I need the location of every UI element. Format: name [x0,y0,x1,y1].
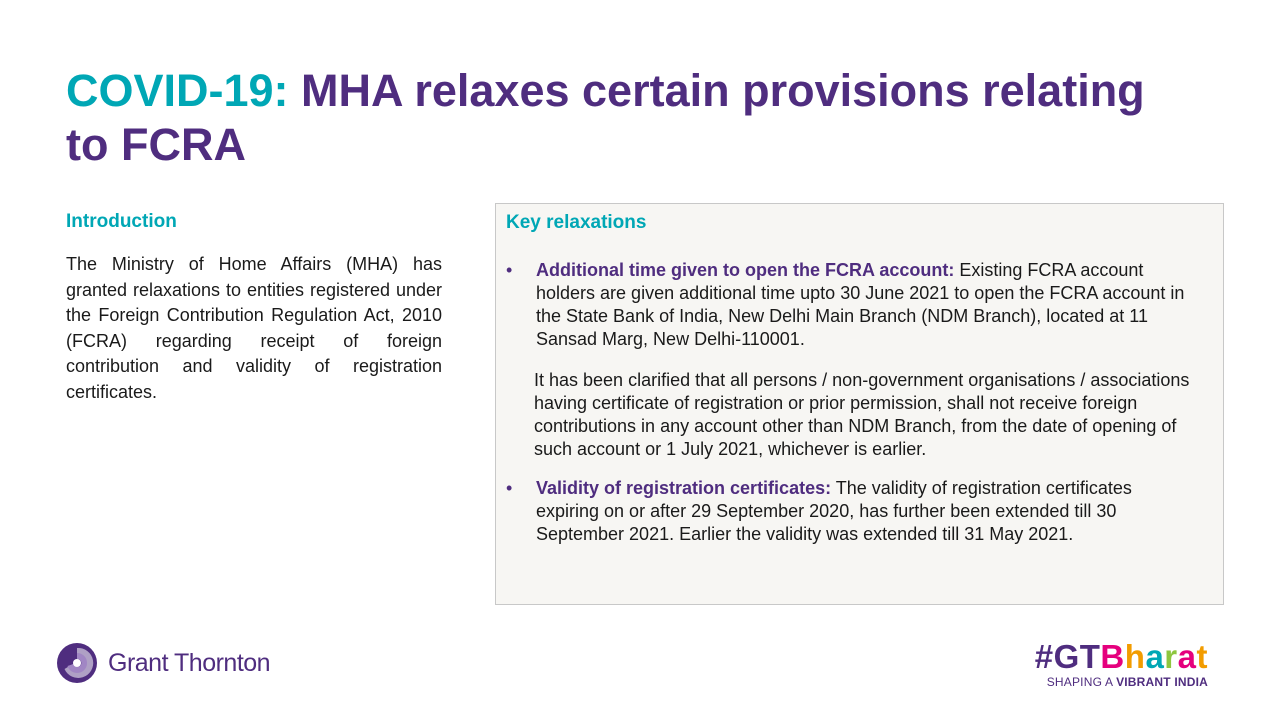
list-item [506,477,1196,546]
grant-thornton-logo [56,642,270,684]
item-text: Existing FCRA account holders are given additional time upto 30 June 2021 to open the FCRA account in the State Bank of India, New Delhi Main Branch (NDM Branch), located at 11 Sansad Marg, New Delhi-110001. [536,260,1185,349]
brand-part: #GT [1034,638,1101,675]
brand-tagline-light: SHAPING A [1046,675,1117,689]
introduction-heading: Introduction [66,211,177,232]
brand-part: t [1196,638,1208,675]
brand-tagline-bold: VIBRANT INDIA [1116,675,1208,689]
list-item [506,259,1196,351]
title-rest: MHA relaxes certain provisions relating to FCRA [66,65,1145,170]
key-relaxations-box [495,203,1224,605]
bullet-icon: • [506,478,513,498]
key-relaxations-list [506,259,1196,546]
introduction-body: The Ministry of Home Affairs (MHA) has granted relaxations to entities registered under the Foreign Contribution Regulation Act, 2010 (FCRA) regarding receipt of foreign contribution and validity of registration certificates. [66,254,442,402]
item-lead: Validity of registration certificates: [536,478,832,498]
item-text: The validity of registration certificates expiring on or after 29 September 2020, has further been extended till 30 September 2021. Earlier the validity was extended till 31 May 2021. [536,478,1132,544]
grant-thornton-logo-icon [56,642,98,684]
brand-part: a [1177,638,1197,675]
key-relaxations-heading: Key relaxations [506,212,647,233]
brand-tagline [1035,675,1208,689]
brand-part: h [1124,638,1146,675]
bullet-icon: • [506,260,513,280]
item-lead: Additional time given to open the FCRA account: [536,260,955,280]
slide-title [66,64,1166,172]
brand-hashtag [1035,640,1208,674]
logo-text: Grant Thornton [108,648,271,677]
item-note: It has been clarified that all persons / non-government organisations / associations having certificate of registration or prior permission, shall not receive foreign contributions in any account other than NDM Branch, from the date of opening of such account or 1 July 2021, whichever is earlier. [534,370,1190,459]
gtbharat-brand [1035,640,1208,689]
brand-part: B [1100,638,1125,675]
brand-part: r [1164,638,1178,675]
title-accent: COVID-19: [66,65,289,116]
brand-part: a [1145,638,1165,675]
